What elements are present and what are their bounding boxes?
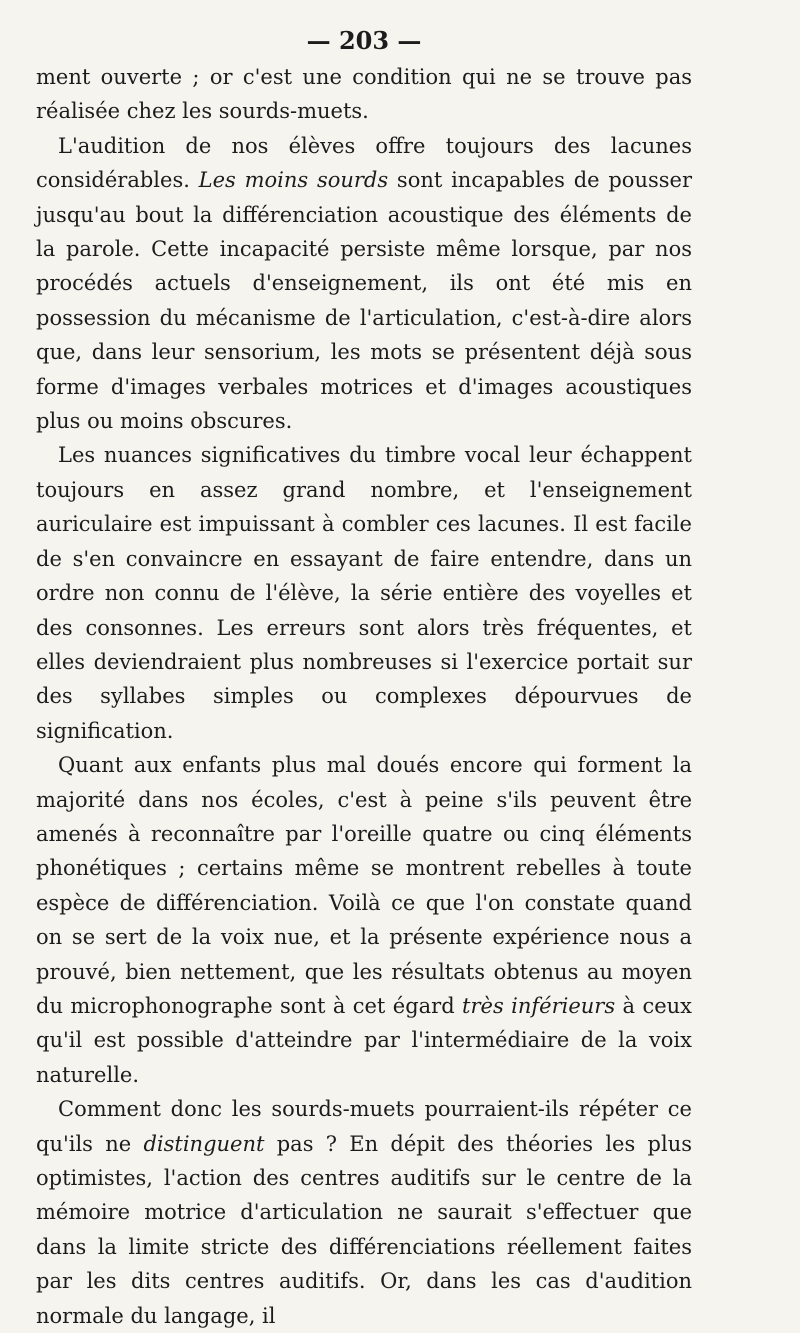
paragraph-text: Comment donc les sourds-muets pourraient-ils répéter ce qu'ils ne xyxy=(36,1097,692,1156)
paragraph-text: ment ouverte ; or c'est une condition qui ne se trouve pas réalisée chez les sourds-muets. xyxy=(36,65,692,124)
paragraph-continuation xyxy=(36,60,692,129)
paragraph-comment xyxy=(36,1092,692,1333)
page-number: — 203 — xyxy=(306,26,422,55)
book-page xyxy=(36,24,692,1333)
paragraph-text: Les nuances significatives du timbre vocal leur échappent toujours en assez grand nombre, et l'enseignement auriculaire est impuissant à combler ces lacunes. Il est facile de s'en convaincre en essayant de faire entendre, dans un ordre non connu de l'élève, la série entière des voyelles et des consonnes. Les erreurs sont alors très fréquentes, et elles deviendraient plus nombreuses si l'exercice portait sur des syllabes simples ou complexes dépourvues de signification. xyxy=(36,443,692,743)
paragraph-text: Quant aux enfants plus mal doués encore qui forment la majorité dans nos écoles, c'est à peine s'ils peuvent être amenés à reconnaître par l'oreille quatre ou cinq éléments phonétiques ; certains même se montrent rebelles à toute espèce de différenciation. Voilà ce que l'on constate quand on se sert de la voix nue, et la présente expérience nous a prouvé, bien nettement, que les résultats obtenus au moyen du microphonographe sont à cet égard xyxy=(36,753,692,1018)
paragraph-text: pas ? En dépit des théories les plus optimistes, l'action des centres auditifs sur le centre de la mémoire motrice d'articulation ne saurait s'effectuer que dans la limite stricte des différenciations réellement faites par les dits centres auditifs. Or, dans les cas d'audition normale du langage, il xyxy=(36,1131,693,1328)
paragraph-text: L'audition de nos élèves offre toujours des lacunes considérables. xyxy=(36,133,692,193)
italic-phrase: Les moins sourds xyxy=(198,168,389,193)
italic-phrase: distinguent xyxy=(143,1131,265,1156)
paragraph-text: à ceux qu'il est possible d'atteindre par l'intermédiaire de la voix naturelle. xyxy=(36,993,692,1087)
paragraph-enfants xyxy=(36,748,692,1092)
italic-phrase: très inférieurs xyxy=(462,993,616,1018)
paragraph-text: sont incapables de pousser jusqu'au bout la différenciation acoustique des éléments de la parole. Cette incapacité persiste même lorsque, par nos procédés actuels d'enseignement, ils ont été mis en possession du mécanisme de l'articulation, c'est-à-dire alors que, dans leur sensorium, les mots se présentent déjà sous forme d'images verbales motrices et d'images acoustiques plus ou moins obscures. xyxy=(36,168,692,434)
paragraph-audition xyxy=(36,129,692,439)
paragraph-nuances xyxy=(36,438,692,748)
